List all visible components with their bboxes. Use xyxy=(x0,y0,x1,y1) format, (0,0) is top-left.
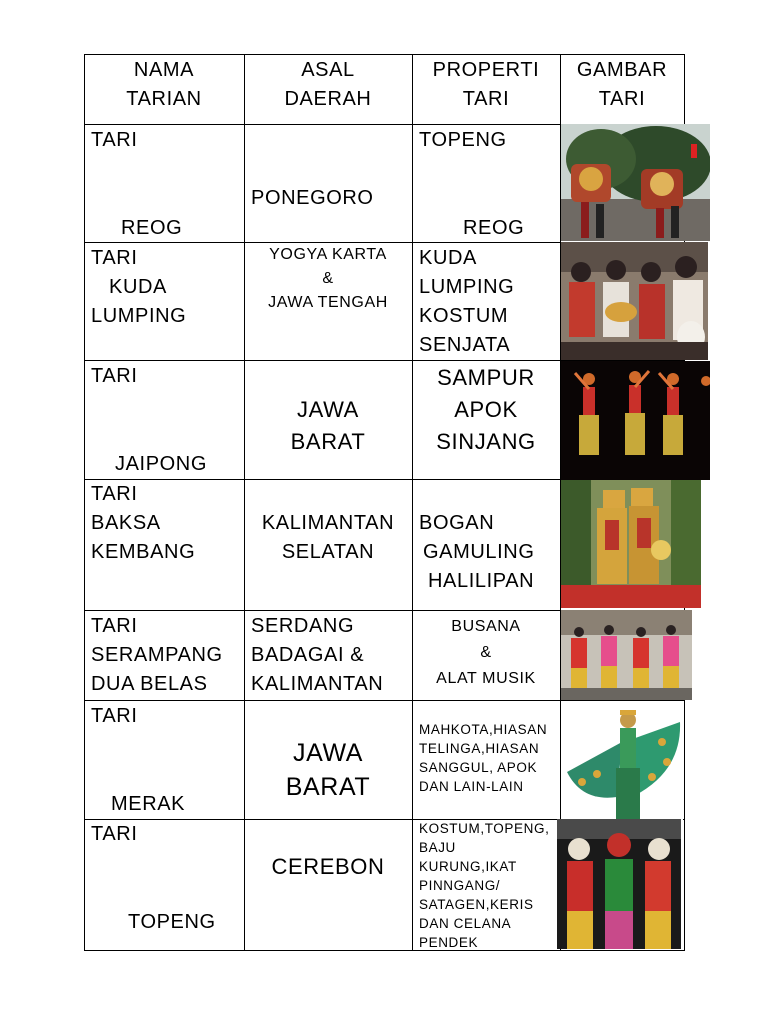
dance-property: BUSANA & ALAT MUSIK xyxy=(436,618,536,687)
table-border-bottom xyxy=(84,950,685,951)
dance-name: TARI SERAMPANG DUA BELAS xyxy=(91,615,223,695)
dance-name: JAIPONG xyxy=(115,453,207,475)
dance-property: KOSTUM,TOPENG, BAJU KURUNG,IKAT PINNGANG/ SATAGEN,KERIS DAN CELANA PENDEK xyxy=(419,821,550,950)
dance-name: MERAK xyxy=(111,793,186,815)
dance-property: REOG xyxy=(463,217,525,239)
dance-name: REOG xyxy=(121,217,183,239)
dance-property: TOPENG xyxy=(419,129,507,151)
kuda-lumping-dance-photo xyxy=(561,242,708,360)
dance-name: TOPENG xyxy=(128,911,216,933)
column-divider xyxy=(244,54,245,951)
header-properti-tari: PROPERTI TARI xyxy=(432,59,540,110)
row-divider xyxy=(84,700,685,701)
dance-origin: KALIMANTAN SELATAN xyxy=(261,512,395,563)
dance-name: TARI xyxy=(91,129,138,151)
dance-origin: JAWA BARAT xyxy=(285,739,371,801)
topeng-dance-photo xyxy=(557,819,681,949)
table-border-left xyxy=(84,54,85,951)
baksa-kembang-dance-photo xyxy=(561,480,701,608)
dance-property: BOGAN GAMULING HALILIPAN xyxy=(419,512,535,592)
dance-name: TARI BAKSA KEMBANG xyxy=(91,483,196,563)
table-border-top xyxy=(84,54,685,55)
dance-name: TARI xyxy=(91,365,138,387)
dance-name: TARI xyxy=(91,823,138,845)
header-asal-daerah: ASAL DAERAH xyxy=(284,59,372,110)
header-nama-tarian: NAMA TARIAN xyxy=(126,59,202,110)
serampang-dua-belas-dance-photo xyxy=(561,610,692,700)
dance-name: TARI KUDA LUMPING xyxy=(91,247,187,327)
merak-dance-photo xyxy=(562,702,683,820)
dance-origin: PONEGORO xyxy=(251,187,374,209)
jaipong-dance-photo xyxy=(561,361,710,480)
dance-origin: YOGYA KARTA & JAWA TENGAH xyxy=(268,246,388,311)
column-divider xyxy=(412,54,413,951)
dance-property: SAMPUR APOK SINJANG xyxy=(436,365,536,454)
reog-dance-photo xyxy=(561,124,710,241)
dance-origin: CEREBON xyxy=(271,854,385,879)
dance-name: TARI xyxy=(91,705,138,727)
dance-property: MAHKOTA,HIASAN TELINGA,HIASAN SANGGUL, APOK DAN LAIN-LAIN xyxy=(419,722,548,794)
dance-origin: SERDANG BADAGAI & KALIMANTAN xyxy=(251,615,384,695)
header-gambar-tari: GAMBAR TARI xyxy=(576,59,668,110)
dance-origin: JAWA BARAT xyxy=(290,397,366,454)
dance-property: KUDA LUMPING KOSTUM SENJATA xyxy=(419,247,515,356)
